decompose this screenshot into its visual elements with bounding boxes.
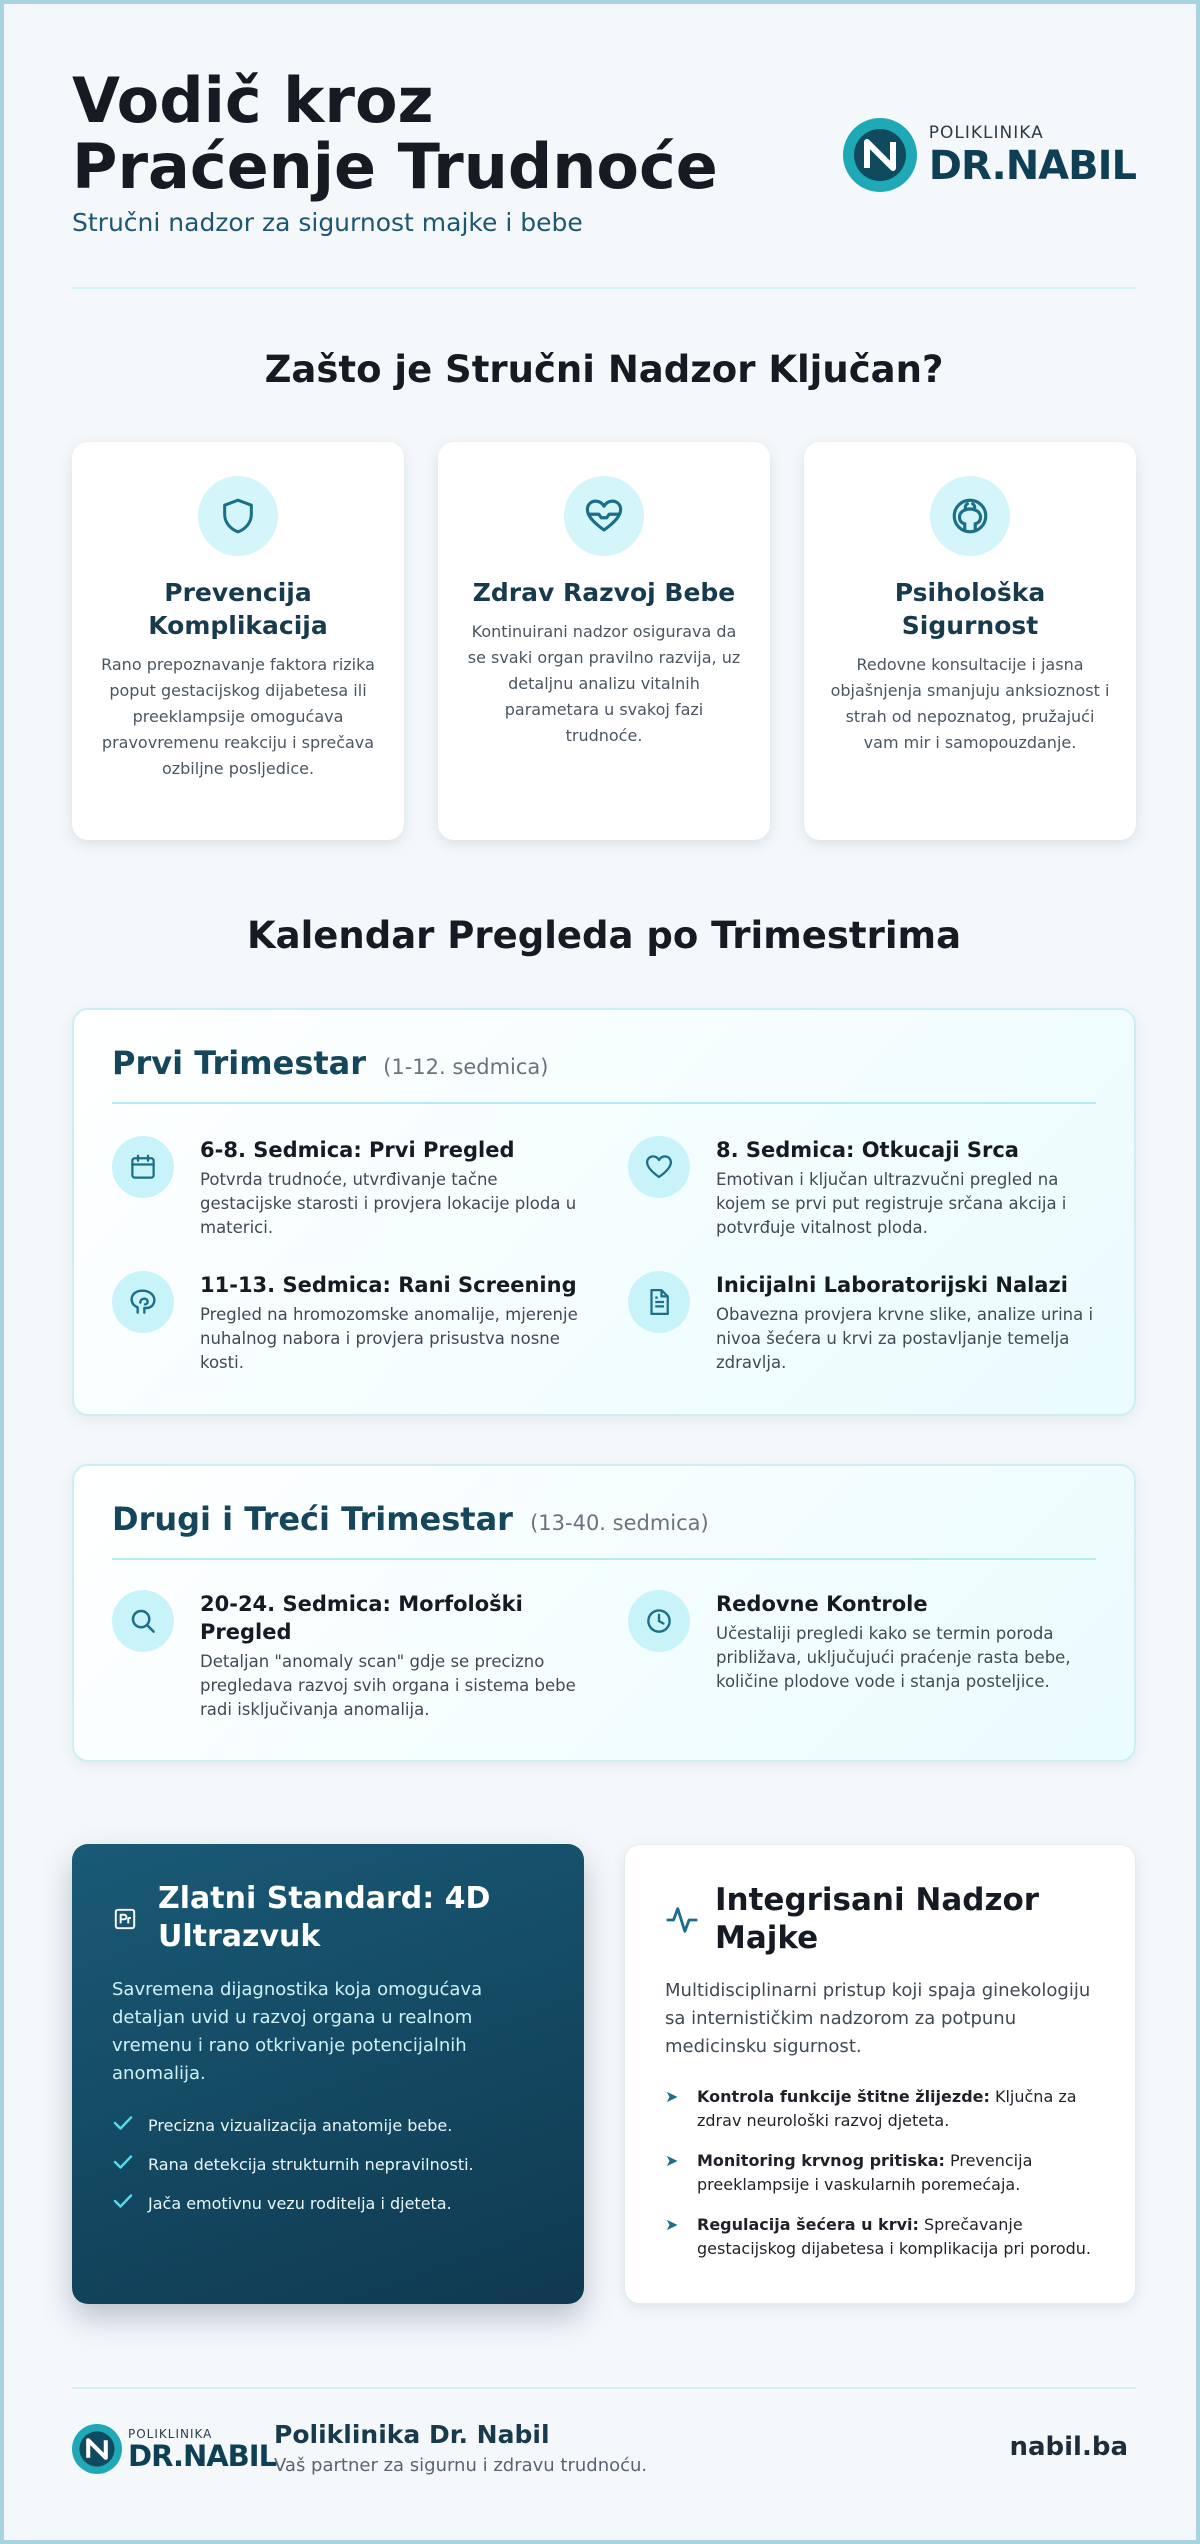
ultrasound-icon — [112, 1906, 138, 1936]
arrow-icon: ➤ — [665, 2151, 679, 2170]
trimester-weeks: (13-40. sedmica) — [530, 1511, 709, 1535]
calendar-icon — [112, 1136, 174, 1198]
heart-icon — [564, 476, 644, 556]
arrow-icon: ➤ — [665, 2087, 679, 2106]
list-item-label: Monitoring krvnog pritiska: — [697, 2151, 945, 2170]
integrated-text: Multidisciplinarni pristup koji spaja ginekologiju sa internističkim nadzorom za potpunu medicinsku sigurnost. — [665, 1980, 1091, 2057]
gold-standard-list — [112, 2114, 474, 2231]
why-card-text: Redovne konsultacije i jasna objašnjenja smanjuju anksioznost i strah od nepoznatog, pružajući vam mir i samopouzdanje. — [830, 655, 1110, 752]
timeline-item-title: Redovne Kontrole — [716, 1592, 928, 1616]
why-card-development — [438, 442, 770, 840]
trimester-divider — [112, 1558, 1096, 1560]
list-item-text: Rana detekcija strukturnih nepravilnosti. — [148, 2154, 474, 2174]
list-item-label: Regulacija šećera u krvi: — [697, 2215, 919, 2234]
trimester-title: Prvi Trimestar — [112, 1044, 367, 1082]
footer-tagline: Vaš partner za sigurnu i zdravu trudnoću. — [274, 2455, 648, 2476]
brand-logo[interactable] — [843, 118, 1136, 192]
timeline-item-text: Emotivan i ključan ultrazvučni pregled na kojem se prvi put registruje srčana akcija i potvrđuje vitalnost ploda. — [716, 1170, 1067, 1237]
list-item — [665, 2085, 1105, 2133]
footer-clinic-name: Poliklinika Dr. Nabil — [274, 2420, 550, 2449]
shield-icon — [198, 476, 278, 556]
timeline-item-title: 8. Sedmica: Otkucaji Srca — [716, 1138, 1019, 1162]
second-third-trimester-panel — [72, 1464, 1136, 1762]
list-item — [112, 2114, 474, 2137]
why-card-title: Psihološka Sigurnost — [894, 578, 1046, 640]
brand-name: DR.NABIL — [928, 142, 1136, 189]
list-item-text: Jača emotivnu vezu roditelja i djeteta. — [148, 2193, 452, 2213]
first-trimester-panel — [72, 1008, 1136, 1416]
check-icon — [112, 2114, 134, 2137]
brand-small-text: POLIKLINIKA — [928, 122, 1044, 143]
footer-brand-logo[interactable] — [72, 2424, 276, 2474]
page-title: Vodič kroz Praćenje Trudnoće — [72, 64, 718, 203]
gold-standard-text: Savremena dijagnostika koja omogućava detaljan uvid u razvoj organa u realnom vremenu i rano otkrivanje potencijalnih anomalija. — [112, 1979, 483, 2084]
timeline-item-text: Detaljan "anomaly scan" gdje se precizno pregledava razvoj svih organa i sistema bebe radi isključivanja anomalija. — [200, 1652, 576, 1719]
screening-icon — [112, 1271, 174, 1333]
list-item — [112, 2192, 474, 2215]
list-item-label: Kontrola funkcije štitne žlijezde: — [697, 2087, 990, 2106]
brand-name: DR.NABIL — [128, 2438, 277, 2473]
pulse-icon — [665, 1903, 699, 1941]
list-item — [665, 2149, 1105, 2197]
calendar-section-title: Kalendar Pregleda po Trimestrima — [246, 914, 962, 957]
logo-icon — [72, 2424, 122, 2474]
list-item-text: Prevencija preeklampsije i vaskularnih poremećaja. — [697, 2151, 1033, 2194]
footer-divider — [72, 2387, 1136, 2389]
why-card-title: Zdrav Razvoj Bebe — [472, 578, 736, 607]
trimester-weeks: (1-12. sedmica) — [383, 1055, 549, 1079]
why-card-psychology — [804, 442, 1136, 840]
why-card-title: Prevencija Komplikacija — [148, 578, 328, 640]
arrow-icon: ➤ — [665, 2215, 679, 2234]
list-item-text: Ključna za zdrav neurološki razvoj djeteta. — [697, 2087, 1077, 2130]
why-card-text: Kontinuirani nadzor osigurava da se svaki organ pravilno razvija, uz detaljnu analizu vitalnih parametara u svakoj fazi trudnoće. — [467, 622, 741, 745]
divider — [72, 287, 1136, 289]
integrated-title: Integrisani Nadzor Majke — [715, 1882, 1040, 1956]
check-icon — [112, 2153, 134, 2176]
list-item — [112, 2153, 474, 2176]
trimester-divider — [112, 1102, 1096, 1104]
logo-icon — [843, 118, 917, 192]
timeline-item-title: Inicijalni Laboratorijski Nalazi — [716, 1273, 1068, 1297]
trimester-title: Drugi i Treći Trimestar — [112, 1500, 513, 1538]
list-item-text: Sprečavanje gestacijskog dijabetesa i komplikacija pri porodu. — [697, 2215, 1091, 2258]
brain-icon — [930, 476, 1010, 556]
why-card-prevention — [72, 442, 404, 840]
timeline-item-text: Učestaliji pregledi kako se termin poroda približava, uključujući praćenje rasta bebe, količine plodove vode i stanja posteljice. — [716, 1624, 1071, 1691]
timeline-item-title: 20-24. Sedmica: Morfološki Pregled — [200, 1592, 523, 1644]
why-card-text: Rano prepoznavanje faktora rizika poput gestacijskog dijabetesa ili preeklampsije omogućava pravovremenu reakciju i sprečava ozbiljne posljedice. — [101, 655, 375, 778]
timeline-item-text: Pregled na hromozomske anomalije, mjerenje nuhalnog nabora i provjera prisustva nosne kosti. — [200, 1305, 578, 1372]
second-trimester-heading — [112, 1500, 709, 1538]
list-item — [665, 2213, 1105, 2261]
page-subtitle: Stručni nadzor za sigurnost majke i bebe — [72, 208, 583, 237]
search-icon — [112, 1590, 174, 1652]
why-section-title: Zašto je Stručni Nadzor Ključan? — [264, 348, 944, 391]
gold-standard-card — [72, 1844, 584, 2304]
clock-icon — [628, 1590, 690, 1652]
integrated-monitoring-card — [624, 1844, 1136, 2304]
integrated-list — [665, 2085, 1105, 2277]
first-trimester-heading — [112, 1044, 548, 1082]
header — [72, 64, 1136, 288]
check-icon — [112, 2192, 134, 2215]
timeline-item-title: 6-8. Sedmica: Prvi Pregled — [200, 1138, 515, 1162]
gold-standard-title: Zlatni Standard: 4D Ultrazvuk — [158, 1881, 491, 1954]
footer-website-link[interactable]: nabil.ba — [1009, 2432, 1128, 2462]
heart-icon — [628, 1136, 690, 1198]
list-item-text: Precizna vizualizacija anatomije bebe. — [148, 2115, 453, 2135]
brand-small-text: POLIKLINIKA — [128, 2426, 213, 2441]
timeline-item-text: Obavezna provjera krvne slike, analize urina i nivoa šećera u krvi za postavljanje temelja zdravlja. — [716, 1305, 1094, 1372]
document-icon — [628, 1271, 690, 1333]
timeline-item-text: Potvrda trudnoće, utvrđivanje tačne gestacijske starosti i provjera lokacije ploda u materici. — [200, 1170, 577, 1237]
timeline-item-title: 11-13. Sedmica: Rani Screening — [200, 1273, 577, 1297]
